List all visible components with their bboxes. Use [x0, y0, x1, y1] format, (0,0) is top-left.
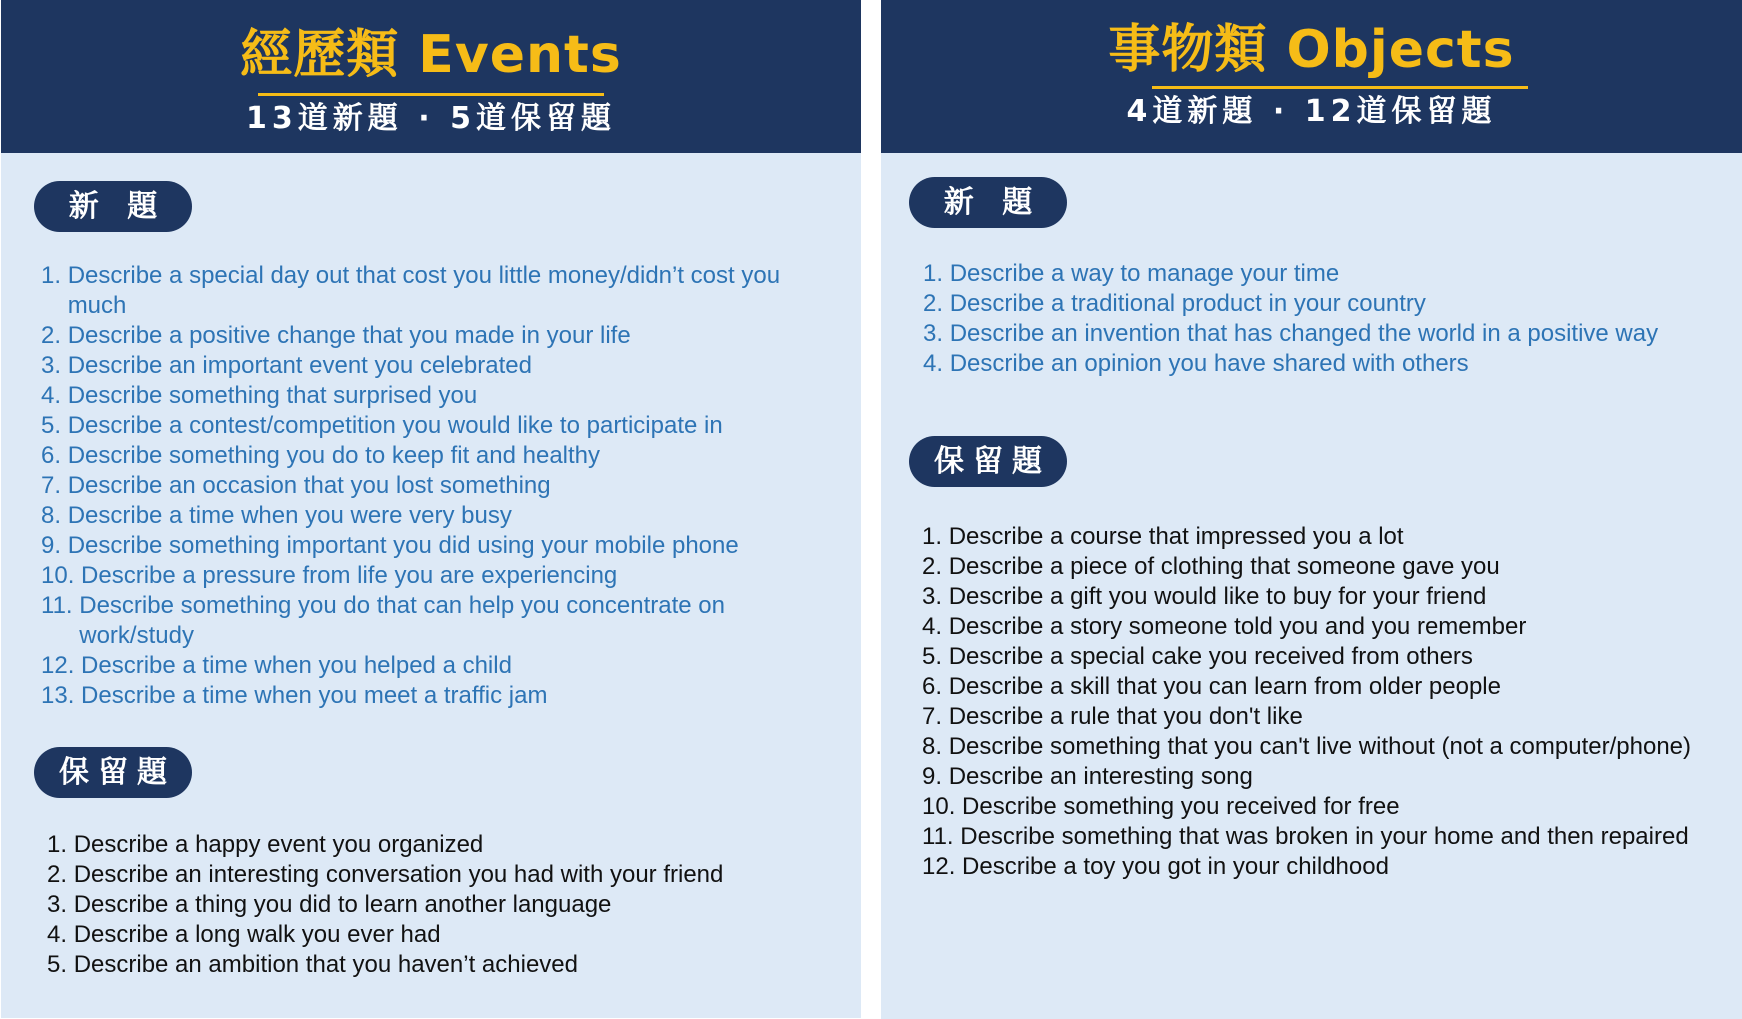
- question-number: 5.: [922, 643, 949, 670]
- question-text: Describe a piece of clothing that someone gave you: [948, 553, 1500, 580]
- question-number: 2.: [47, 861, 74, 888]
- question-item: [922, 762, 1737, 792]
- question-item: [922, 522, 1737, 552]
- question-text: Describe something you do that can help you concentrate on work/study: [79, 592, 725, 649]
- question-number: 6.: [922, 673, 949, 700]
- objects-title: 事物類 Objects: [1108, 20, 1515, 80]
- question-item: [41, 591, 781, 651]
- question-item: [922, 612, 1737, 642]
- objects-new-badge: 新 題: [909, 177, 1067, 228]
- question-text: Describe a toy you got in your childhood: [962, 853, 1389, 880]
- question-text: Describe a long walk you ever had: [73, 921, 441, 948]
- events-new-question-list: [41, 261, 781, 711]
- question-text: Describe a happy event you organized: [73, 831, 484, 858]
- question-number: 8.: [922, 733, 949, 760]
- question-item: [41, 411, 781, 441]
- objects-panel: [881, 0, 1742, 1019]
- question-number: 10.: [922, 793, 963, 820]
- question-text: Describe an ambition that you haven’t achieved: [73, 951, 578, 978]
- question-item: [922, 582, 1737, 612]
- question-text: Describe a course that impressed you a lot: [948, 523, 1404, 550]
- question-item: [41, 681, 781, 711]
- question-number: 8.: [41, 502, 68, 529]
- events-new-badge: 新 題: [34, 181, 192, 232]
- question-text: Describe a special day out that cost you little money/didn’t cost you much: [67, 262, 781, 319]
- question-number: 2.: [41, 322, 68, 349]
- question-text: Describe something you do to keep fit and healthy: [67, 442, 601, 469]
- question-number: 4.: [922, 613, 949, 640]
- question-number: 9.: [41, 532, 68, 559]
- question-number: 6.: [41, 442, 68, 469]
- question-number: 5.: [41, 412, 68, 439]
- question-text: Describe a pressure from life you are experiencing: [81, 562, 618, 589]
- question-number: 3.: [41, 352, 68, 379]
- question-item: [923, 319, 1723, 349]
- question-number: 4.: [41, 382, 68, 409]
- question-number: 1.: [922, 523, 949, 550]
- question-item: [47, 860, 787, 890]
- question-text: Describe a way to manage your time: [949, 260, 1340, 287]
- question-number: 12.: [41, 652, 82, 679]
- question-item: [922, 732, 1737, 762]
- question-item: [923, 259, 1723, 289]
- question-text: Describe a rule that you don't like: [948, 703, 1303, 730]
- events-kept-question-list: [47, 830, 787, 980]
- objects-title-underline: [1152, 86, 1528, 89]
- question-number: 2.: [923, 290, 950, 317]
- events-subtitle: 13道新題 · 5道保留題: [246, 101, 616, 136]
- question-item: [922, 702, 1737, 732]
- question-number: 3.: [923, 320, 950, 347]
- question-number: 13.: [41, 682, 82, 709]
- question-number: 12.: [922, 853, 963, 880]
- question-text: Describe an important event you celebrated: [67, 352, 532, 379]
- events-panel: [1, 0, 861, 1018]
- question-item: [41, 381, 781, 411]
- question-number: 1.: [41, 262, 68, 289]
- objects-kept-badge: 保留題: [909, 436, 1067, 487]
- question-item: [923, 349, 1723, 379]
- question-item: [922, 822, 1737, 852]
- question-item: [47, 890, 787, 920]
- question-item: [922, 642, 1737, 672]
- question-number: 7.: [41, 472, 68, 499]
- question-text: Describe a positive change that you made in your life: [67, 322, 631, 349]
- objects-header: [881, 0, 1742, 153]
- question-item: [923, 289, 1723, 319]
- question-item: [922, 672, 1737, 702]
- question-text: Describe a story someone told you and you remember: [948, 613, 1527, 640]
- question-number: 1.: [923, 260, 950, 287]
- question-text: Describe a traditional product in your country: [949, 290, 1426, 317]
- events-kept-badge: 保留題: [34, 747, 192, 798]
- question-number: 4.: [47, 921, 74, 948]
- question-number: 1.: [47, 831, 74, 858]
- question-text: Describe a time when you meet a traffic jam: [81, 682, 548, 709]
- question-text: Describe a time when you were very busy: [67, 502, 512, 529]
- question-item: [41, 531, 781, 561]
- question-number: 5.: [47, 951, 74, 978]
- question-item: [41, 321, 781, 351]
- question-text: Describe a contest/competition you would like to participate in: [67, 412, 723, 439]
- question-item: [41, 471, 781, 501]
- objects-kept-question-list: [922, 522, 1737, 882]
- question-text: Describe an occasion that you lost something: [67, 472, 551, 499]
- question-text: Describe an interesting song: [948, 763, 1253, 790]
- events-title: 經歷類 Events: [240, 25, 622, 85]
- question-text: Describe something that surprised you: [67, 382, 478, 409]
- question-text: Describe something that you can't live without (not a computer/phone): [948, 733, 1691, 760]
- events-title-underline: [258, 93, 604, 96]
- question-item: [41, 651, 781, 681]
- question-item: [41, 351, 781, 381]
- question-number: 11.: [922, 823, 961, 850]
- question-text: Describe an interesting conversation you had with your friend: [73, 861, 724, 888]
- question-text: Describe a time when you helped a child: [81, 652, 512, 679]
- question-number: 2.: [922, 553, 949, 580]
- question-item: [47, 830, 787, 860]
- question-item: [922, 792, 1737, 822]
- question-number: 10.: [41, 562, 82, 589]
- question-number: 11.: [41, 592, 80, 619]
- question-text: Describe a special cake you received from others: [948, 643, 1473, 670]
- question-number: 3.: [47, 891, 74, 918]
- question-item: [922, 552, 1737, 582]
- question-text: Describe a thing you did to learn another language: [73, 891, 612, 918]
- question-number: 9.: [922, 763, 949, 790]
- question-item: [922, 852, 1737, 882]
- objects-new-question-list: [923, 259, 1723, 379]
- question-item: [47, 920, 787, 950]
- question-item: [41, 561, 781, 591]
- question-text: Describe a skill that you can learn from older people: [948, 673, 1501, 700]
- question-item: [47, 950, 787, 980]
- question-number: 3.: [922, 583, 949, 610]
- question-text: Describe something important you did using your mobile phone: [67, 532, 739, 559]
- question-item: [41, 261, 781, 321]
- question-text: Describe an invention that has changed the world in a positive way: [949, 320, 1659, 347]
- question-item: [41, 501, 781, 531]
- question-item: [41, 441, 781, 471]
- question-number: 4.: [923, 350, 950, 377]
- question-text: Describe something that was broken in your home and then repaired: [960, 823, 1689, 850]
- events-header: [1, 0, 861, 153]
- question-text: Describe a gift you would like to buy for your friend: [948, 583, 1487, 610]
- question-number: 7.: [922, 703, 949, 730]
- question-text: Describe an opinion you have shared with others: [949, 350, 1469, 377]
- question-text: Describe something you received for free: [962, 793, 1400, 820]
- objects-subtitle: 4道新題 · 12道保留題: [1126, 94, 1497, 129]
